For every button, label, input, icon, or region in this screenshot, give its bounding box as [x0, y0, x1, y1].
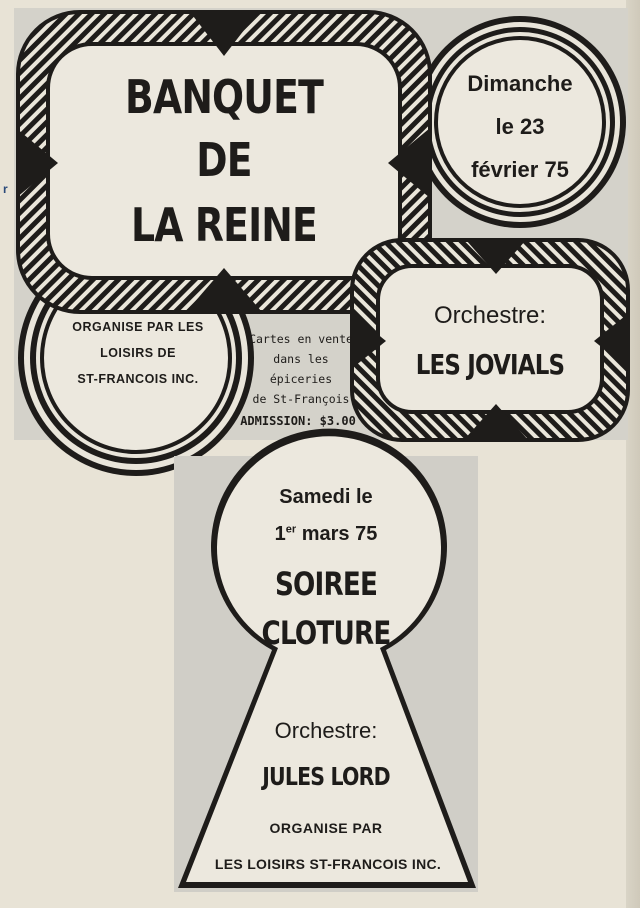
- soiree-organizer-line-1: ORGANISE PAR: [269, 820, 383, 836]
- tickets-line-3: épiceries: [269, 372, 333, 386]
- banquet-orchestra-name: LES JOVIALS: [415, 348, 565, 381]
- soiree-date-suffix: er: [285, 523, 297, 536]
- banquet-organizer-line-1: ORGANISE PAR LES: [72, 320, 204, 334]
- banquet-organizer-line-2: LOISIRS DE: [100, 346, 176, 360]
- banquet-date-month: février 75: [471, 157, 569, 182]
- soiree-date-day: 1: [274, 523, 286, 545]
- banquet-date-day: le 23: [495, 114, 545, 139]
- soiree-orchestra-label: Orchestre:: [274, 718, 378, 743]
- banquet-organizer-line-3: ST-FRANCOIS INC.: [77, 372, 199, 386]
- margin-mark: r: [3, 182, 8, 196]
- tickets-line-1: Cartes en vente: [249, 332, 353, 346]
- soiree-title-line-2: CLOTURE: [261, 614, 391, 652]
- tickets-line-2: dans les: [273, 352, 329, 366]
- banquet-title-line-1: BANQUET: [125, 70, 323, 124]
- soiree-date-line-1: Samedi le: [279, 486, 373, 508]
- banquet-orchestra-label: Orchestre:: [433, 302, 547, 329]
- admission-price: ADMISSION: $3.00: [240, 414, 356, 428]
- banquet-date-weekday: Dimanche: [467, 71, 573, 96]
- soiree-organizer-line-2: LES LOISIRS ST-FRANCOIS INC.: [214, 856, 442, 872]
- tickets-line-4: de St-François: [252, 392, 350, 406]
- soiree-title-line-1: SOIREE: [274, 565, 378, 603]
- soiree-date-rest: mars 75: [296, 523, 378, 545]
- orchestra-frame: [350, 240, 630, 442]
- soiree-orchestra-name: JULES LORD: [262, 762, 390, 791]
- soiree-date-line-2: [236, 523, 416, 546]
- banquet-title-line-3: LA REINE: [131, 198, 317, 252]
- banquet-title-line-2: DE: [196, 133, 252, 187]
